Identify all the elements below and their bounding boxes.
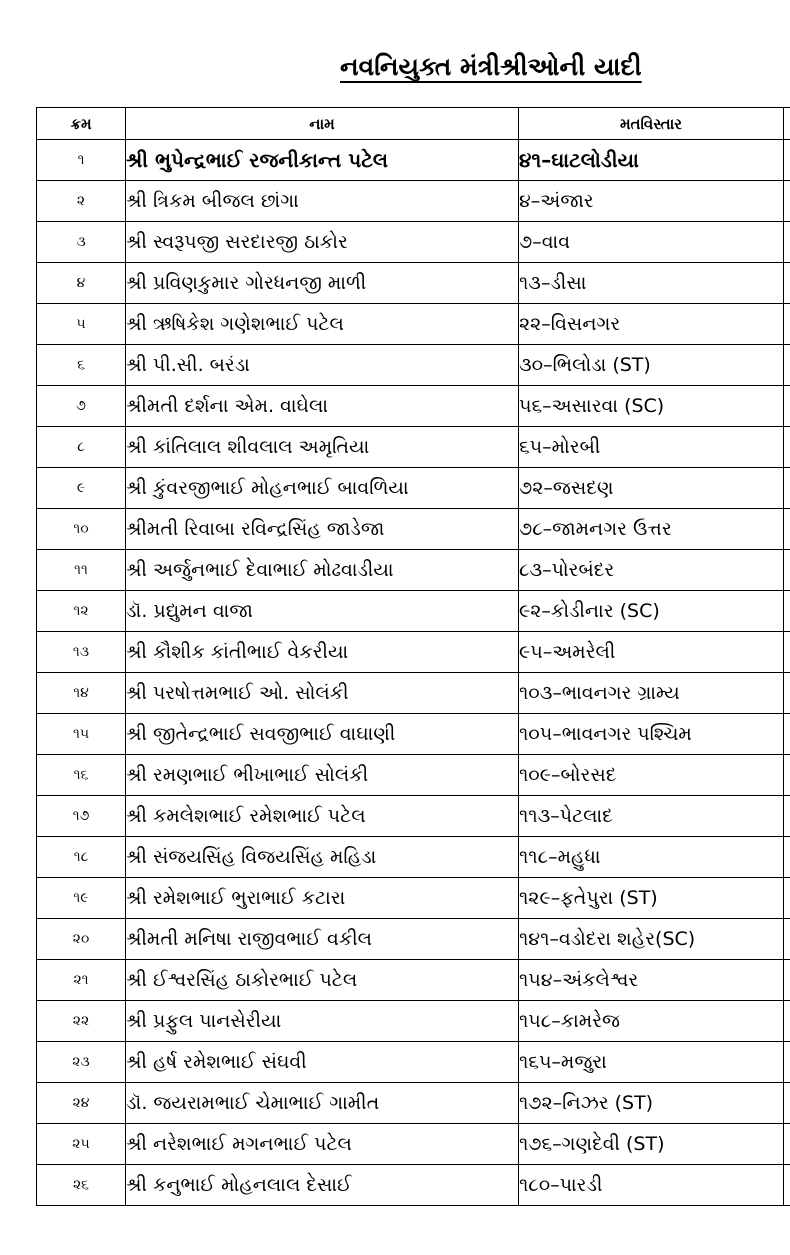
constituency-cell: ૩૦–ભિલોડા (ST) [519, 345, 784, 386]
extra-cell [784, 714, 790, 755]
constituency-cell: ૧૧૩–પેટલાદ [519, 796, 784, 837]
header-extra-column [784, 108, 790, 140]
table-row [37, 1124, 790, 1165]
constituency-cell: ૮૩–પોરબંદર [519, 550, 784, 591]
minister-name-cell: શ્રી કૌશીક કાંતીભાઈ વેકરીયા [126, 632, 519, 673]
table-row [37, 919, 790, 960]
extra-cell [784, 181, 790, 222]
table-row [37, 427, 790, 468]
serial-number-cell: ૧૩ [37, 632, 126, 673]
table-row [37, 1165, 790, 1206]
constituency-cell: ૧૦૯–બોરસદ [519, 755, 784, 796]
serial-number-cell: ૨૨ [37, 1001, 126, 1042]
serial-number-cell: ૧૬ [37, 755, 126, 796]
serial-number-cell: ૯ [37, 468, 126, 509]
serial-number-cell: ૮ [37, 427, 126, 468]
ministers-table [36, 107, 790, 1206]
serial-number-cell: ૫ [37, 304, 126, 345]
table-row [37, 755, 790, 796]
extra-cell [784, 673, 790, 714]
constituency-cell: ૧૪૧–વડોદરા શહેર(SC) [519, 919, 784, 960]
table-row [37, 345, 790, 386]
constituency-cell: ૧૭૬–ગણદેવી (ST) [519, 1124, 784, 1165]
extra-cell [784, 960, 790, 1001]
constituency-cell: ૧૧૮–મહુધા [519, 837, 784, 878]
minister-name-cell: શ્રી નરેશભાઈ મગનભાઈ પટેલ [126, 1124, 519, 1165]
minister-name-cell: શ્રી રમેશભાઈ ભુરાભાઈ કટારા [126, 878, 519, 919]
constituency-cell: ૧૩–ડીસા [519, 263, 784, 304]
header-name: નામ [126, 108, 519, 140]
minister-name-cell: શ્રી સંજયસિંહ વિજયસિંહ મહિડા [126, 837, 519, 878]
document-title: નવનિયુક્ત મંત્રીશ્રીઓની યાદી [340, 52, 642, 81]
constituency-cell: ૧૮૦–પારડી [519, 1165, 784, 1206]
extra-cell [784, 796, 790, 837]
extra-cell [784, 1124, 790, 1165]
table-row [37, 509, 790, 550]
constituency-cell: ૯૨–કોડીનાર (SC) [519, 591, 784, 632]
minister-name-cell: શ્રી કુંવરજીભાઈ મોહનભાઈ બાવળિયા [126, 468, 519, 509]
table-row [37, 1083, 790, 1124]
extra-cell [784, 468, 790, 509]
minister-name-cell: શ્રી ત્રિકમ બીજલ છાંગા [126, 181, 519, 222]
serial-number-cell: ૨૦ [37, 919, 126, 960]
table-row [37, 1042, 790, 1083]
table-row [37, 796, 790, 837]
minister-name-cell: શ્રી ભુપેન્દ્રભાઈ રજનીકાન્ત પટેલ [126, 140, 519, 181]
constituency-cell: ૧૨૯–ફતેપુરા (ST) [519, 878, 784, 919]
extra-cell [784, 140, 790, 181]
serial-number-cell: ૧૨ [37, 591, 126, 632]
table-row [37, 263, 790, 304]
serial-number-cell: ૬ [37, 345, 126, 386]
table-row [37, 386, 790, 427]
table-header-row [37, 108, 790, 140]
extra-cell [784, 550, 790, 591]
minister-name-cell: શ્રી રમણભાઈ ભીખાભાઈ સોલંકી [126, 755, 519, 796]
extra-cell [784, 755, 790, 796]
minister-name-cell: શ્રીમતી દર્શના એમ. વાઘેલા [126, 386, 519, 427]
table-row [37, 878, 790, 919]
table-row [37, 1001, 790, 1042]
extra-cell [784, 304, 790, 345]
table-row [37, 140, 790, 181]
serial-number-cell: ૧૦ [37, 509, 126, 550]
constituency-cell: ૧૫૪–અંકલેશ્વર [519, 960, 784, 1001]
serial-number-cell: ૨૬ [37, 1165, 126, 1206]
minister-name-cell: શ્રી કમલેશભાઈ રમેશભાઈ પટેલ [126, 796, 519, 837]
serial-number-cell: ૨૩ [37, 1042, 126, 1083]
extra-cell [784, 222, 790, 263]
constituency-cell: ૨૨–વિસનગર [519, 304, 784, 345]
table-row [37, 468, 790, 509]
minister-name-cell: શ્રી પરષોત્તમભાઈ ઓ. સોલંકી [126, 673, 519, 714]
table-row [37, 632, 790, 673]
constituency-cell: ૪–અંજાર [519, 181, 784, 222]
constituency-cell: ૭૨–જસદણ [519, 468, 784, 509]
table-row [37, 222, 790, 263]
constituency-cell: ૬૫–મોરબી [519, 427, 784, 468]
minister-name-cell: શ્રી અર્જુનભાઈ દેવાભાઈ મોઢવાડીયા [126, 550, 519, 591]
extra-cell [784, 1001, 790, 1042]
constituency-cell: ૧૬૫–મજુરા [519, 1042, 784, 1083]
minister-name-cell: શ્રીમતી રિવાબા રવિન્દ્રસિંહ જાડેજા [126, 509, 519, 550]
constituency-cell: ૧૫૮–કામરેજ [519, 1001, 784, 1042]
table-row [37, 591, 790, 632]
table-row [37, 181, 790, 222]
table-row [37, 304, 790, 345]
serial-number-cell: ૧ [37, 140, 126, 181]
serial-number-cell: ૧૭ [37, 796, 126, 837]
minister-name-cell: શ્રી જીતેન્દ્રભાઈ સવજીભાઈ વાઘાણી [126, 714, 519, 755]
constituency-cell: ૭૮–જામનગર ઉત્તર [519, 509, 784, 550]
table-row [37, 550, 790, 591]
extra-cell [784, 837, 790, 878]
extra-cell [784, 919, 790, 960]
table-row [37, 673, 790, 714]
extra-cell [784, 427, 790, 468]
constituency-cell: ૫૬–અસારવા (SC) [519, 386, 784, 427]
serial-number-cell: ૪ [37, 263, 126, 304]
extra-cell [784, 1165, 790, 1206]
extra-cell [784, 509, 790, 550]
header-constituency: મતવિસ્તાર [519, 108, 784, 140]
constituency-cell: ૯૫–અમરેલી [519, 632, 784, 673]
minister-name-cell: શ્રી પ્રફુલ પાનસેરીયા [126, 1001, 519, 1042]
table-row [37, 837, 790, 878]
serial-number-cell: ૨૪ [37, 1083, 126, 1124]
extra-cell [784, 386, 790, 427]
constituency-cell: ૪૧–ઘાટલોડીયા [519, 140, 784, 181]
serial-number-cell: ૨ [37, 181, 126, 222]
constituency-cell: ૧૭૨–નિઝર (ST) [519, 1083, 784, 1124]
extra-cell [784, 632, 790, 673]
minister-name-cell: શ્રી પી.સી. બરંડા [126, 345, 519, 386]
constituency-cell: ૧૦૩–ભાવનગર ગ્રામ્ય [519, 673, 784, 714]
extra-cell [784, 345, 790, 386]
constituency-cell: ૧૦૫–ભાવનગર પશ્ચિમ [519, 714, 784, 755]
minister-name-cell: શ્રીમતી મનિષા રાજીવભાઈ વકીલ [126, 919, 519, 960]
serial-number-cell: ૧૯ [37, 878, 126, 919]
table-row [37, 714, 790, 755]
constituency-cell: ૭–વાવ [519, 222, 784, 263]
minister-name-cell: શ્રી હર્ષ રમેશભાઈ સંઘવી [126, 1042, 519, 1083]
serial-number-cell: ૨૧ [37, 960, 126, 1001]
table-row [37, 960, 790, 1001]
extra-cell [784, 591, 790, 632]
extra-cell [784, 1083, 790, 1124]
minister-name-cell: શ્રી ઋષિકેશ ગણેશભાઈ પટેલ [126, 304, 519, 345]
extra-cell [784, 1042, 790, 1083]
serial-number-cell: ૨૫ [37, 1124, 126, 1165]
minister-name-cell: શ્રી સ્વરૂપજી સરદારજી ઠાકોર [126, 222, 519, 263]
header-serial-no: ક્રમ [37, 108, 126, 140]
extra-cell [784, 263, 790, 304]
extra-cell [784, 878, 790, 919]
serial-number-cell: ૧૮ [37, 837, 126, 878]
serial-number-cell: ૧૫ [37, 714, 126, 755]
minister-name-cell: શ્રી ઈશ્વરસિંહ ઠાકોરભાઈ પટેલ [126, 960, 519, 1001]
minister-name-cell: શ્રી કનુભાઈ મોહનલાલ દેસાઈ [126, 1165, 519, 1206]
serial-number-cell: ૧૧ [37, 550, 126, 591]
minister-name-cell: શ્રી કાંતિલાલ શીવલાલ અમૃતિયા [126, 427, 519, 468]
minister-name-cell: શ્રી પ્રવિણકુમાર ગોરધનજી માળી [126, 263, 519, 304]
minister-name-cell: ડૉ. જયરામભાઈ ચેમાભાઈ ગામીત [126, 1083, 519, 1124]
serial-number-cell: ૩ [37, 222, 126, 263]
serial-number-cell: ૭ [37, 386, 126, 427]
serial-number-cell: ૧૪ [37, 673, 126, 714]
minister-name-cell: ડૉ. પ્રદ્યુમન વાજા [126, 591, 519, 632]
